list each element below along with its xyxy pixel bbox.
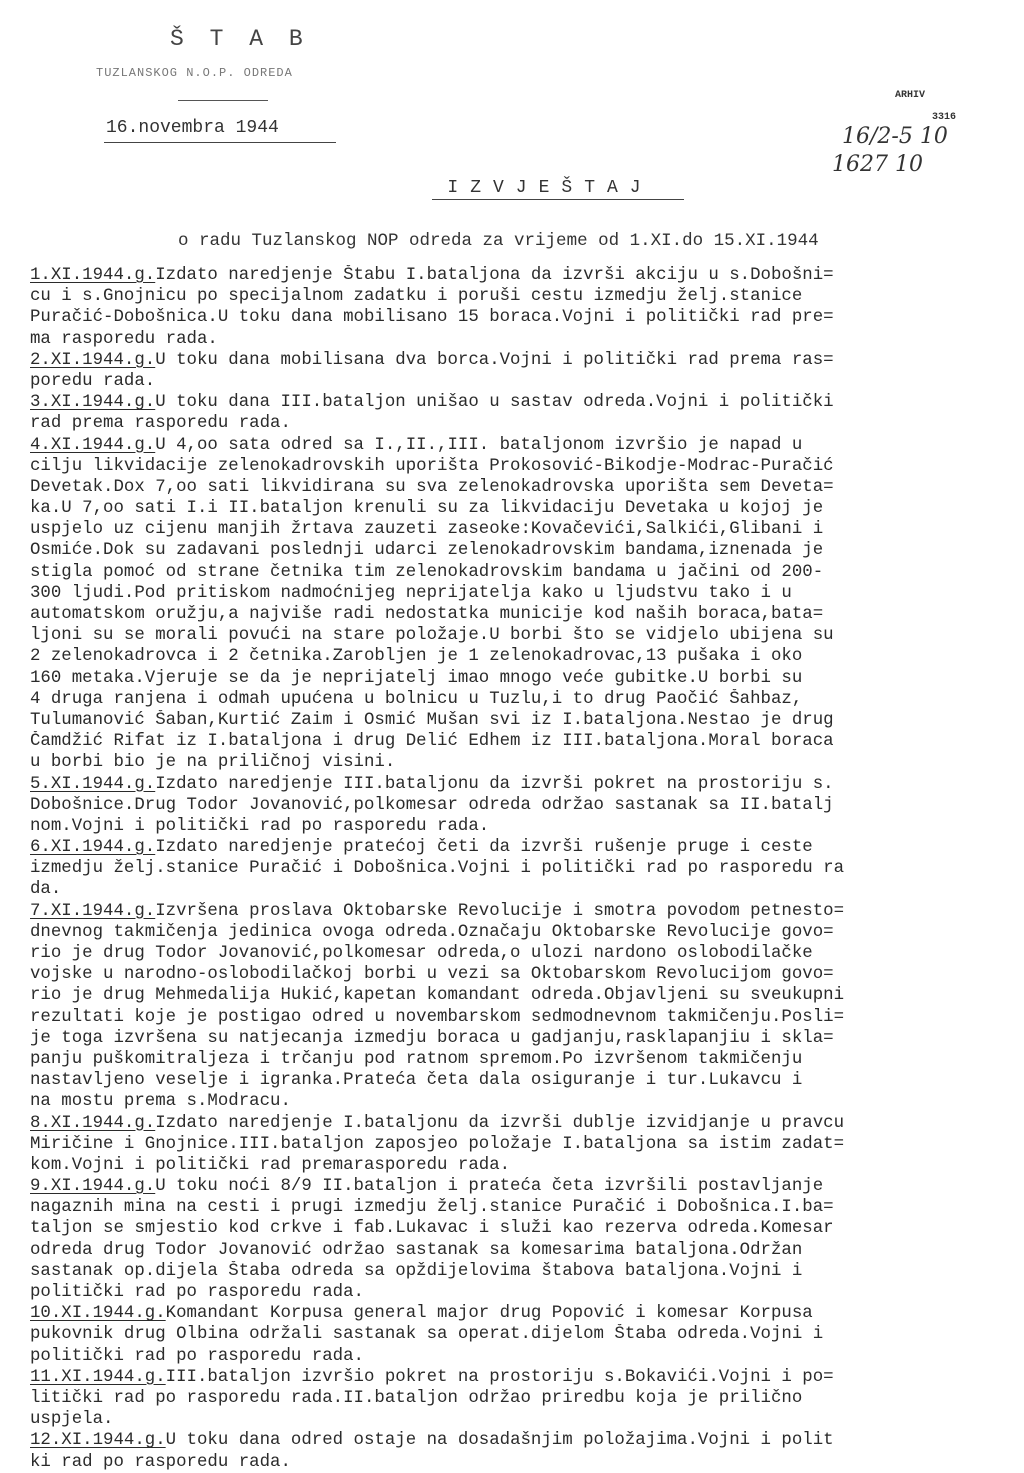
- entry-text: dnevnog takmičenja jedinica ovoga odreda.Označaju Oktobarske Revolucije govo=: [30, 922, 834, 942]
- entry-text: Tulumanović Šaban,Kurtić Zaim i Osmić Mušan svi iz I.bataljona.Nestao je drug: [30, 710, 834, 730]
- report-line: [30, 752, 1020, 773]
- entry-date: 2.XI.1944.g.: [30, 350, 156, 370]
- entry-text: U 4,oo sata odred sa I.,II.,III. bataljonom izvršio je napad u: [155, 435, 803, 455]
- report-line: [30, 964, 1020, 985]
- report-line: [30, 350, 1020, 371]
- entry-text: U toku dana III.bataljon unišao u sastav odreda.Vojni i politički: [155, 393, 834, 413]
- report-line: [30, 646, 1020, 667]
- entry-text: cu i s.Gnojnicu po specijalnom zadatku i poruši cestu izmedju želj.stanice: [30, 287, 803, 307]
- report-line: [30, 413, 1020, 434]
- entry-text: 160 metaka.Vjeruje se da je neprijatelj imao mnogo veće gubitke.U borbi su: [30, 668, 803, 688]
- report-line: [30, 901, 1020, 922]
- entry-text: politički rad po rasporedu rada.: [30, 1346, 364, 1366]
- report-line: [30, 329, 1020, 350]
- entry-text: Puračić-Dobošnica.U toku dana mobilisano 15 boraca.Vojni i politički rad pre=: [30, 308, 834, 328]
- entry-text: rad prema rasporedu rada.: [30, 414, 291, 434]
- report-line: [30, 1240, 1020, 1261]
- report-line: [30, 858, 1020, 879]
- entry-text: cilju likvidacije zelenokadrovskih uporišta Prokosović-Bikodje-Modrac-Puračić: [30, 456, 834, 476]
- report-line: [30, 583, 1020, 604]
- entry-text: nagaznih mina na cesti i prugi izmedju želj.stanice Puračić i Dobošnica.I.ba=: [30, 1198, 834, 1218]
- report-line: [30, 837, 1020, 858]
- report-line: [30, 604, 1020, 625]
- entry-text: Miričine i Gnojnice.III.bataljon zaposjeo položaje I.bataljona sa istim zadat=: [30, 1134, 845, 1154]
- report-line: [30, 498, 1020, 519]
- report-line: [30, 1388, 1020, 1409]
- report-line: [30, 371, 1020, 392]
- entry-date: 4.XI.1944.g.: [30, 435, 156, 455]
- entry-text: vojske u narodno-oslobodilačkoj borbi u vezi sa Oktobarskom Revolucijom govo=: [30, 965, 834, 985]
- entry-text: 300 ljudi.Pod pritiskom nadmoćnijeg neprijatelja kako u ljudstvu tako i u: [30, 583, 792, 603]
- entry-text: 2 zelenokadrovca i 2 četnika.Zarobljen je 1 zelenokadrovac,13 pušaka i oko: [30, 647, 803, 667]
- unit-name: TUZLANSKOG N.O.P. ODREDA: [96, 66, 293, 80]
- report-line: [30, 731, 1020, 752]
- report-line: [30, 795, 1020, 816]
- report-line: [30, 625, 1020, 646]
- report-line: [30, 1261, 1020, 1282]
- report-line: [30, 286, 1020, 307]
- entry-date: 1.XI.1944.g.: [30, 266, 156, 285]
- entry-text: ka.U 7,oo sati I.i II.bataljon krenuli su za likvidaciju Devetaka u kojoj je: [30, 499, 824, 519]
- report-line: [30, 1091, 1020, 1112]
- entry-date: 6.XI.1944.g.: [30, 838, 156, 858]
- document-title: IZVJEŠTAJ: [447, 178, 653, 198]
- entry-text: ljoni su se morali povući na stare položaje.U borbi što se vidjelo ubijena su: [30, 626, 834, 646]
- entry-text: Izvršena proslava Oktobarske Revolucije i smotra povodom petnesto=: [155, 901, 845, 921]
- entry-text: u borbi bio je na priličnoj visini.: [30, 753, 396, 773]
- entry-text: Devetak.Dox 7,oo sati likvidirana su sva zelenokadrovska uporišta sem Deveta=: [30, 477, 834, 497]
- report-line: [30, 1409, 1020, 1430]
- report-line: [30, 1452, 1020, 1473]
- entry-date: 8.XI.1944.g.: [30, 1113, 156, 1133]
- entry-date: 10.XI.1944.g.: [30, 1304, 166, 1324]
- report-line: [30, 879, 1020, 900]
- entry-text: uspjela.: [30, 1410, 114, 1430]
- report-line: [30, 1303, 1020, 1324]
- entry-text: stigla pomoć od strane četnika tim zelenokadrovskim bandama u jačini od 200-: [30, 562, 824, 582]
- entry-text: III.bataljon izvršio pokret na prostoriju s.Bokavići.Vojni i po=: [165, 1367, 834, 1387]
- report-line: [30, 307, 1020, 328]
- report-line: [30, 519, 1020, 540]
- entry-text: kom.Vojni i politički rad premarasporedu rada.: [30, 1155, 511, 1175]
- entry-text: sastanak op.dijela Štaba odreda sa opždijelovima štabova bataljona.Vojni i: [30, 1261, 803, 1281]
- entry-date: 9.XI.1944.g.: [30, 1177, 156, 1197]
- entry-text: litički rad po rasporedu rada.II.bataljon održao priredbu koja je prilično: [30, 1388, 803, 1408]
- entry-text: panju puškomitraljeza i trčanju pod ratnom spremom.Po izvršenom takmičenju: [30, 1049, 803, 1069]
- entry-text: rio je drug Mehmedalija Hukić,kapetan komandant odreda.Objavljeni su sveukupni: [30, 986, 845, 1006]
- entry-date: 12.XI.1944.g.: [30, 1431, 166, 1451]
- report-line: [30, 1430, 1020, 1451]
- entry-text: ki rad po rasporedu rada.: [30, 1452, 291, 1472]
- handwritten-registry-1: 16/2-5 10: [842, 124, 948, 149]
- report-line: [30, 1197, 1020, 1218]
- entry-text: odreda drug Todor Jovanović održao sastanak sa komesarima bataljona.Održan: [30, 1240, 803, 1260]
- report-line: [30, 1218, 1020, 1239]
- report-line: [30, 1007, 1020, 1028]
- entry-text: rezultati koje je postigao odred u novembarskom sedmodnevnom takmičenju.Posli=: [30, 1007, 845, 1027]
- entry-date: 7.XI.1944.g.: [30, 901, 156, 921]
- entry-text: da.: [30, 880, 62, 900]
- entry-text: nom.Vojni i politički rad po rasporedu rada.: [30, 816, 490, 836]
- entry-date: 3.XI.1944.g.: [30, 393, 156, 413]
- entry-text: Izdato naredjenje I.bataljonu da izvrši dublje izvidjanje u pravcu: [155, 1113, 845, 1133]
- entry-text: U toku noći 8/9 II.bataljon i prateća četa izvršili postavljanje: [155, 1177, 824, 1197]
- entry-text: 4 druga ranjena i odmah upućena u bolnicu u Tuzlu,i to drug Paočić Šahbaz,: [30, 689, 803, 709]
- report-line: [30, 1367, 1020, 1388]
- report-line: [30, 1346, 1020, 1367]
- report-line: [30, 1113, 1020, 1134]
- report-line: [30, 477, 1020, 498]
- entry-text: taljon se smjestio kod crkve i fab.Lukavac i služi kao rezerva odreda.Komesar: [30, 1219, 834, 1239]
- entry-text: U toku dana odred ostaje na dosadašnjim položajima.Vojni i polit: [165, 1431, 834, 1451]
- entry-text: je toga izvršena su natjecanja izmedju boraca u gadjanju,rasklapanjiu i skla=: [30, 1028, 834, 1048]
- report-line: [30, 710, 1020, 731]
- report-line: [30, 922, 1020, 943]
- report-line: [30, 816, 1020, 837]
- entry-text: uspjelo uz cijenu manjih žrtava zauzeti zaseoke:Kovačevići,Salkići,Glibani i: [30, 520, 824, 540]
- report-line: [30, 456, 1020, 477]
- entry-date: 11.XI.1944.g.: [30, 1367, 166, 1387]
- entry-date: 5.XI.1944.g.: [30, 774, 156, 794]
- report-line: [30, 540, 1020, 561]
- divider: [178, 100, 268, 101]
- report-body: [30, 265, 1020, 1473]
- handwritten-registry-2: 1627 10: [832, 152, 923, 177]
- entry-text: Komandant Korpusa general major drug Popović i komesar Korpusa: [165, 1304, 813, 1324]
- entry-text: na mostu prema s.Modracu.: [30, 1092, 291, 1112]
- divider: [104, 142, 336, 143]
- report-line: [30, 1134, 1020, 1155]
- entry-text: ma rasporedu rada.: [30, 329, 218, 349]
- report-line: [30, 1070, 1020, 1091]
- report-line: [30, 668, 1020, 689]
- archive-number: 3316: [932, 112, 957, 123]
- report-line: [30, 1324, 1020, 1345]
- stab-heading: Š T A B: [170, 26, 309, 52]
- entry-text: poredu rada.: [30, 371, 156, 391]
- report-line: [30, 985, 1020, 1006]
- report-line: [30, 435, 1020, 456]
- report-line: [30, 562, 1020, 583]
- report-line: [30, 1282, 1020, 1303]
- report-line: [30, 1155, 1020, 1176]
- entry-text: rio je drug Todor Jovanović,polkomesar odreda,o ulozi nardono oslobodilačke: [30, 944, 813, 963]
- entry-text: politički rad po rasporedu rada.: [30, 1283, 364, 1302]
- archive-stamp: ARHIV: [895, 90, 926, 101]
- report-line: [30, 1049, 1020, 1070]
- report-line: [30, 689, 1020, 710]
- document-subtitle: o radu Tuzlanskog NOP odreda za vrijeme od 1.XI.do 15.XI.1944: [178, 231, 819, 251]
- document-date: 16.novembra 1944: [106, 118, 279, 138]
- report-line: [30, 392, 1020, 413]
- report-line: [30, 774, 1020, 795]
- entry-text: nastavljeno veselje i igranka.Prateća četa dala osiguranje i tur.Lukavcu i: [30, 1071, 803, 1091]
- entry-text: Izdato naredjenje Štabu I.bataljona da izvrši akciju u s.Dobošni=: [155, 266, 834, 285]
- entry-text: Izdato naredjenje III.bataljonu da izvrši pokret na prostoriju s.: [155, 774, 834, 794]
- report-line: [30, 1028, 1020, 1049]
- report-line: [30, 265, 1020, 286]
- report-line: [30, 1176, 1020, 1197]
- entry-text: Osmiće.Dok su zadavani poslednji udarci zelenokadrovskim bandama,iznenada je: [30, 541, 824, 561]
- entry-text: automatskom oružju,a najviše radi nedostatka municije kod naših boraca,bata=: [30, 605, 824, 624]
- divider: [432, 199, 684, 200]
- report-line: [30, 943, 1020, 964]
- entry-text: Izdato naredjenje pratećoj četi da izvrši rušenje pruge i ceste: [155, 838, 813, 858]
- entry-text: izmedju želj.stanice Puračić i Dobošnica.Vojni i politički rad po rasporedu ra: [30, 859, 845, 879]
- entry-text: Dobošnice.Drug Todor Jovanović,polkomesar odreda održao sastanak sa II.batalj: [30, 795, 834, 815]
- entry-text: pukovnik drug Olbina održali sastanak sa operat.dijelom Štaba odreda.Vojni i: [30, 1325, 824, 1345]
- entry-text: U toku dana mobilisana dva borca.Vojni i politički rad prema ras=: [155, 350, 834, 370]
- entry-text: Čamdžić Rifat iz I.bataljona i drug Delić Edhem iz III.bataljona.Moral boraca: [30, 732, 834, 752]
